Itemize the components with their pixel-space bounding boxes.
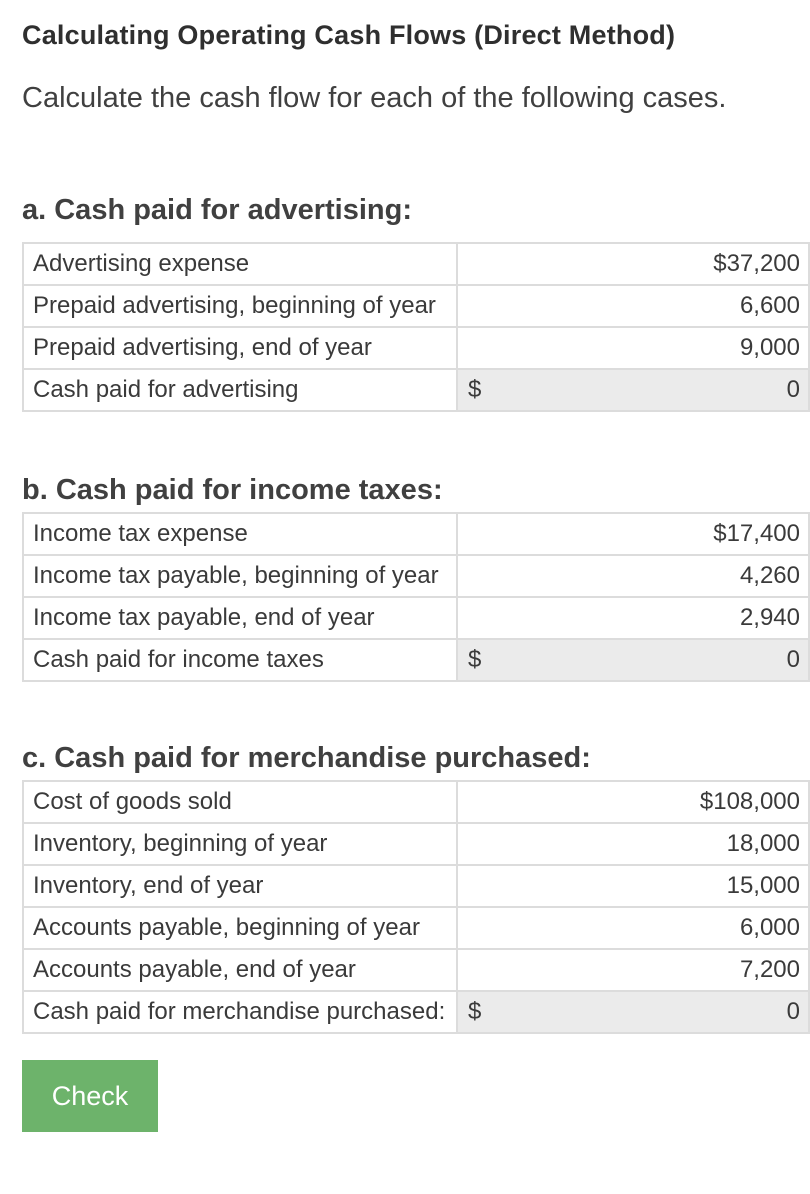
row-label: Accounts payable, end of year bbox=[23, 949, 457, 991]
table-row bbox=[23, 781, 809, 823]
table-row bbox=[23, 865, 809, 907]
income-taxes-table bbox=[22, 512, 810, 682]
row-value: 9,000 bbox=[457, 327, 809, 369]
table-row bbox=[23, 243, 809, 285]
check-button[interactable]: Check bbox=[22, 1060, 158, 1132]
row-label: Income tax payable, beginning of year bbox=[23, 555, 457, 597]
answer-cell bbox=[457, 639, 809, 681]
answer-cell bbox=[457, 991, 809, 1033]
answer-label: Cash paid for advertising bbox=[23, 369, 457, 411]
row-value: $17,400 bbox=[457, 513, 809, 555]
row-value: $37,200 bbox=[457, 243, 809, 285]
row-label: Advertising expense bbox=[23, 243, 457, 285]
table-row bbox=[23, 907, 809, 949]
cash-paid-income-taxes-input[interactable] bbox=[490, 640, 808, 680]
section-a-heading: a. Cash paid for advertising: bbox=[22, 194, 412, 226]
section-c-heading: c. Cash paid for merchandise purchased: bbox=[22, 742, 591, 774]
row-value: 6,600 bbox=[457, 285, 809, 327]
table-row bbox=[23, 327, 809, 369]
currency-symbol: $ bbox=[468, 646, 482, 673]
row-value: 4,260 bbox=[457, 555, 809, 597]
row-value: 18,000 bbox=[457, 823, 809, 865]
currency-symbol: $ bbox=[468, 998, 482, 1025]
currency-symbol: $ bbox=[468, 376, 482, 403]
row-value: 7,200 bbox=[457, 949, 809, 991]
row-label: Inventory, beginning of year bbox=[23, 823, 457, 865]
page-title: Calculating Operating Cash Flows (Direct Method) bbox=[22, 20, 676, 50]
row-value: 15,000 bbox=[457, 865, 809, 907]
table-row bbox=[23, 949, 809, 991]
row-label: Cost of goods sold bbox=[23, 781, 457, 823]
table-row bbox=[23, 597, 809, 639]
cash-paid-merchandise-input[interactable] bbox=[490, 992, 808, 1032]
row-label: Accounts payable, beginning of year bbox=[23, 907, 457, 949]
answer-row bbox=[23, 369, 809, 411]
answer-cell bbox=[457, 369, 809, 411]
cash-paid-advertising-input[interactable] bbox=[490, 370, 808, 410]
table-row bbox=[23, 285, 809, 327]
row-label: Inventory, end of year bbox=[23, 865, 457, 907]
answer-row bbox=[23, 639, 809, 681]
row-label: Income tax payable, end of year bbox=[23, 597, 457, 639]
row-value: $108,000 bbox=[457, 781, 809, 823]
instructions-text: Calculate the cash flow for each of the following cases. bbox=[22, 82, 727, 114]
answer-row bbox=[23, 991, 809, 1033]
table-row bbox=[23, 823, 809, 865]
table-row bbox=[23, 513, 809, 555]
advertising-table bbox=[22, 242, 810, 412]
answer-label: Cash paid for merchandise purchased: bbox=[23, 991, 457, 1033]
answer-label: Cash paid for income taxes bbox=[23, 639, 457, 681]
table-row bbox=[23, 555, 809, 597]
row-value: 2,940 bbox=[457, 597, 809, 639]
row-label: Prepaid advertising, beginning of year bbox=[23, 285, 457, 327]
section-b-heading: b. Cash paid for income taxes: bbox=[22, 474, 443, 506]
row-label: Prepaid advertising, end of year bbox=[23, 327, 457, 369]
row-value: 6,000 bbox=[457, 907, 809, 949]
row-label: Income tax expense bbox=[23, 513, 457, 555]
merchandise-table bbox=[22, 780, 810, 1034]
